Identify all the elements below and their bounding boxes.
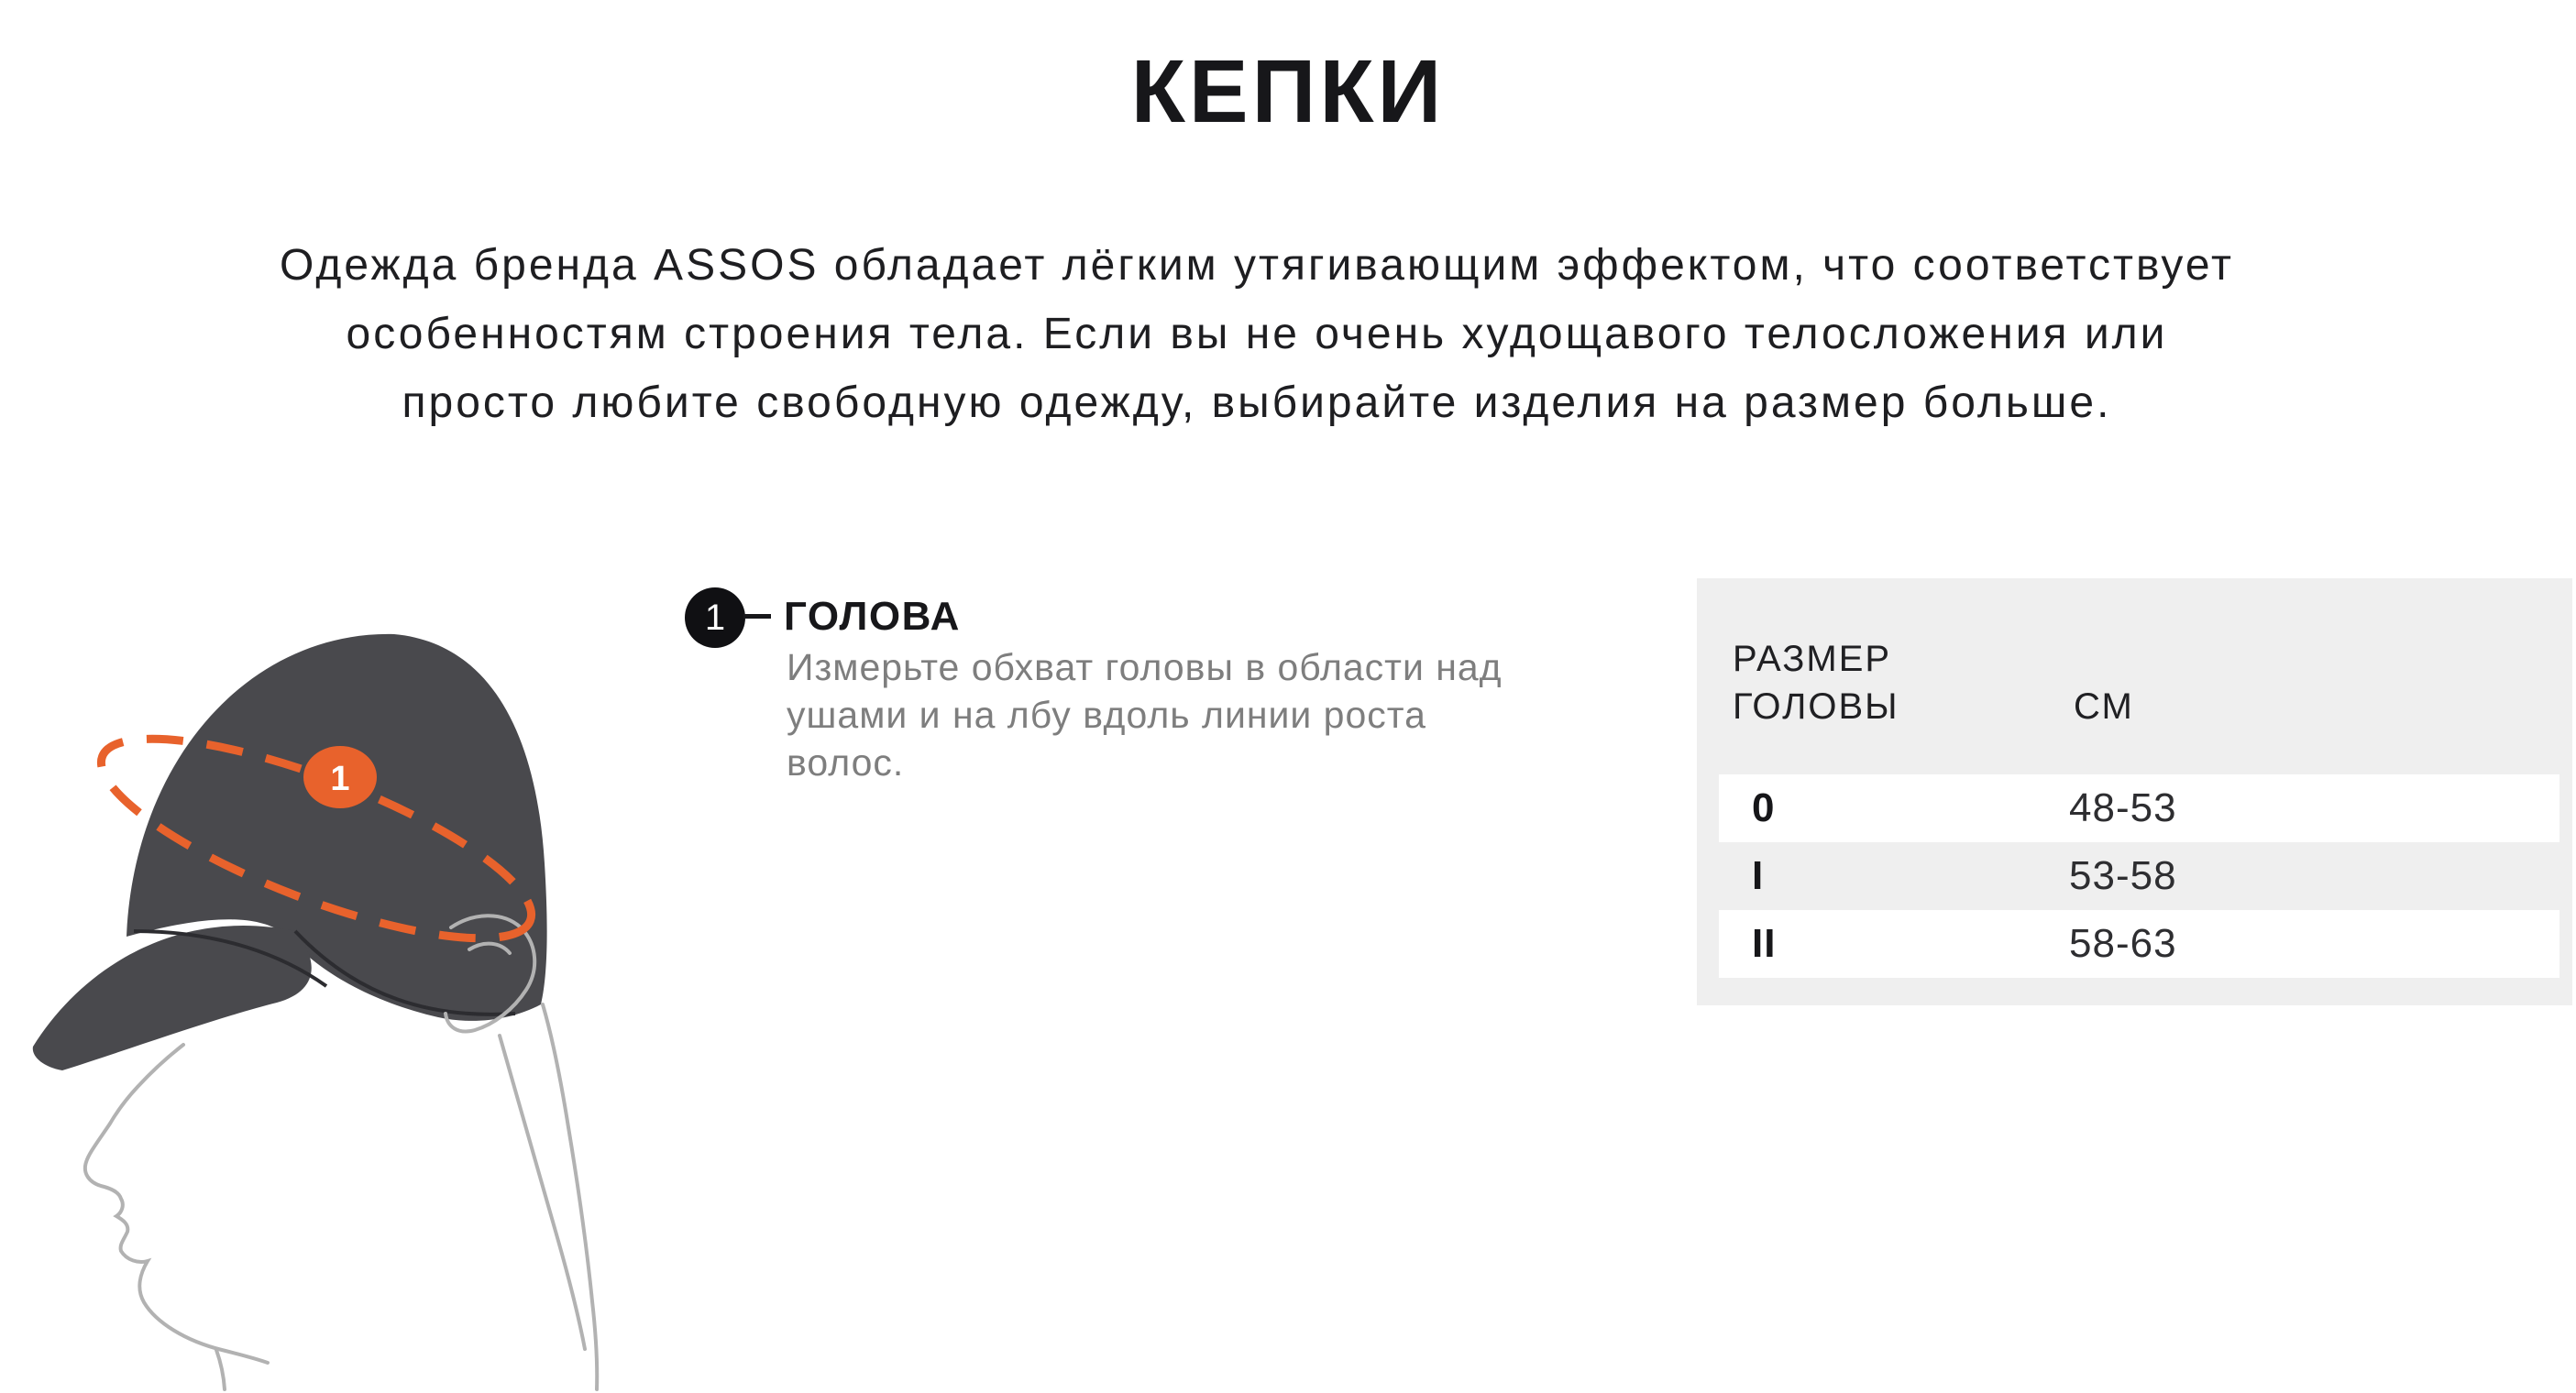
measurement-description: [787, 643, 1685, 786]
step-number-badge: [685, 587, 745, 648]
page-title: КЕПКИ: [1130, 41, 1446, 141]
size-value: II: [1752, 921, 1777, 966]
face-outline: [85, 1045, 268, 1363]
step-number-label: 1: [704, 597, 726, 638]
measurement-heading: ГОЛОВА: [784, 594, 961, 639]
intro-line: Одежда бренда ASSOS обладает лёгким утягивающим эффектом, что соответствует: [280, 241, 2234, 290]
column-header-cm: СМ: [2074, 686, 2134, 727]
neck-back-line: [543, 1004, 597, 1389]
size-table-rows: [1719, 774, 2559, 978]
measurement-description-line: Измерьте обхват головы в области над: [787, 646, 1503, 688]
size-value: I: [1752, 853, 1765, 898]
intro-line: особенностям строения тела. Если вы не очень худощавого телосложения или: [346, 310, 2168, 358]
intro-line: просто любите свободную одежду, выбирайте изделия на размер больше.: [402, 378, 2112, 427]
connector-line: [743, 614, 771, 619]
intro-paragraph: [0, 231, 2514, 437]
table-row: [1719, 774, 2559, 842]
table-row: [1719, 910, 2559, 978]
size-value: 0: [1752, 785, 1776, 830]
head-illustration: [0, 605, 605, 1393]
cm-value: 58-63: [2069, 921, 2177, 966]
cm-value: 48-53: [2069, 785, 2177, 830]
size-table: [1697, 578, 2572, 1005]
table-row: [1719, 842, 2559, 910]
neck-back-line: [500, 1036, 585, 1349]
cm-value: 53-58: [2069, 853, 2177, 898]
marker-number-label: 1: [330, 760, 350, 798]
neck-front-line: [216, 1350, 225, 1389]
measurement-description-line: волос.: [787, 741, 905, 784]
column-header-size: РАЗМЕР ГОЛОВЫ: [1733, 639, 1899, 727]
cap-brim: [33, 926, 312, 1070]
measurement-description-line: ушами и на лбу вдоль линии роста: [787, 694, 1426, 736]
